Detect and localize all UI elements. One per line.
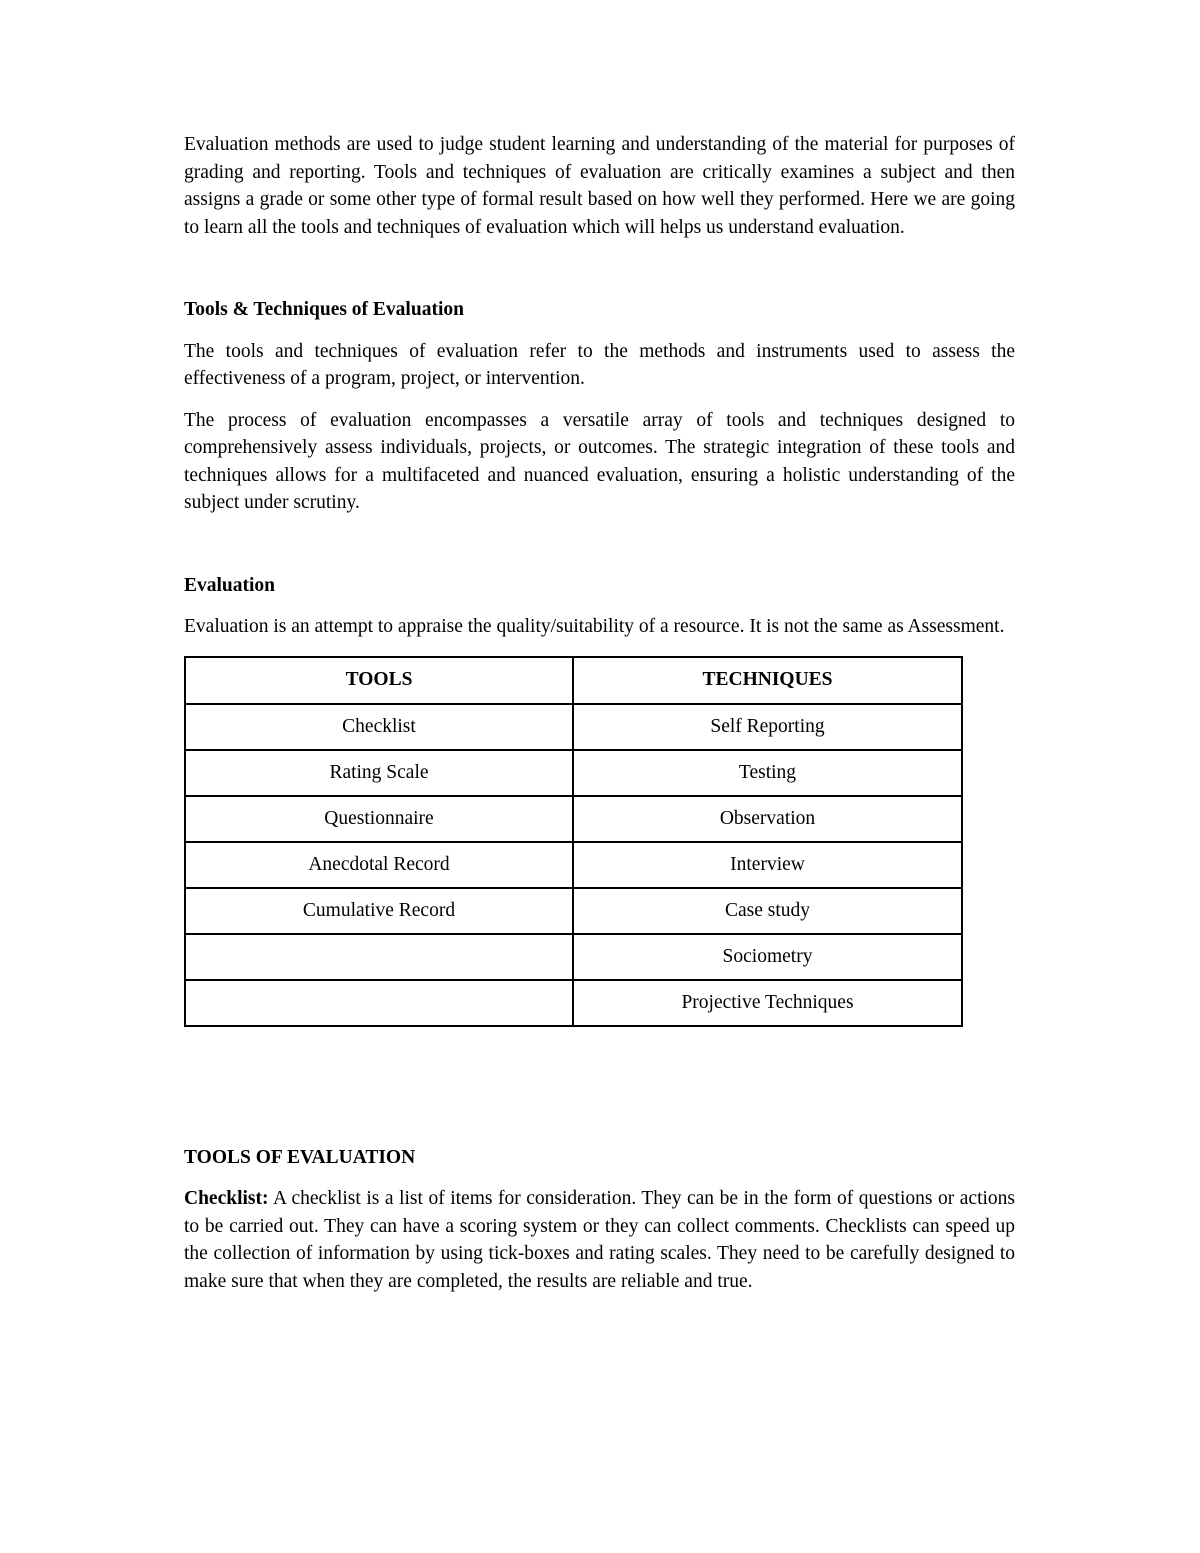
table-row xyxy=(185,842,962,888)
table-row xyxy=(185,888,962,934)
table-cell-tool xyxy=(185,934,573,980)
table-row xyxy=(185,796,962,842)
table-cell-tool: Checklist xyxy=(185,704,573,750)
tools-techniques-heading: Tools & Techniques of Evaluation xyxy=(184,299,464,320)
table-cell-technique: Testing xyxy=(573,750,962,796)
table-cell-tool: Rating Scale xyxy=(185,750,573,796)
table-cell-tool: Anecdotal Record xyxy=(185,842,573,888)
table-cell-technique: Sociometry xyxy=(573,934,962,980)
table-row xyxy=(185,980,962,1026)
table-cell-tool xyxy=(185,980,573,1026)
table-cell-technique: Case study xyxy=(573,888,962,934)
table-cell-tool: Cumulative Record xyxy=(185,888,573,934)
evaluation-heading: Evaluation xyxy=(184,574,276,596)
table-header-techniques: TECHNIQUES xyxy=(573,657,962,704)
table-row xyxy=(185,750,962,796)
checklist-label: Checklist: xyxy=(184,1188,269,1209)
intro-paragraph: Evaluation methods are used to judge student learning and understanding of the material for purposes of grading and reporting. Tools and techniques of evaluation are critically examines a subject and then assigns a grade or some other type of formal result based on how well they performed. Here we are going to learn all the tools and techniques of evaluation which will helps us understand evaluation. xyxy=(184,134,1015,238)
table-cell-technique: Interview xyxy=(573,842,962,888)
table-row xyxy=(185,934,962,980)
table-cell-technique: Self Reporting xyxy=(573,704,962,750)
table-row xyxy=(185,704,962,750)
checklist-paragraph xyxy=(184,1185,1015,1295)
tools-techniques-paragraph-1: The tools and techniques of evaluation refer to the methods and instruments used to assess the effectiveness of a program, project, or intervention. xyxy=(184,340,1015,389)
table-header-tools: TOOLS xyxy=(185,657,573,704)
tools-techniques-table xyxy=(184,656,963,1027)
document-page xyxy=(184,131,1015,1295)
checklist-text: A checklist is a list of items for consideration. They can be in the form of questions or actions to be carried out. They can have a scoring system or they can collect comments. Checklists can speed up the collection of information by using tick-boxes and rating scales. They need to be carefully designed to make sure that when they are completed, the results are reliable and true. xyxy=(184,1188,1015,1292)
evaluation-paragraph: Evaluation is an attempt to appraise the quality/suitability of a resource. It is not the same as Assessment. xyxy=(184,616,1005,637)
table-header-row xyxy=(185,657,962,704)
table-cell-technique: Observation xyxy=(573,796,962,842)
tools-techniques-paragraph-2: The process of evaluation encompasses a versatile array of tools and techniques designed to comprehensively assess individuals, projects, or outcomes. The strategic integration of these tools and techniques allows for a multifaceted and nuanced evaluation, ensuring a holistic understanding of the subject under scrutiny. xyxy=(184,409,1015,513)
table-cell-technique: Projective Techniques xyxy=(573,980,962,1026)
table-cell-tool: Questionnaire xyxy=(185,796,573,842)
tools-of-evaluation-heading: TOOLS OF EVALUATION xyxy=(184,1146,416,1168)
